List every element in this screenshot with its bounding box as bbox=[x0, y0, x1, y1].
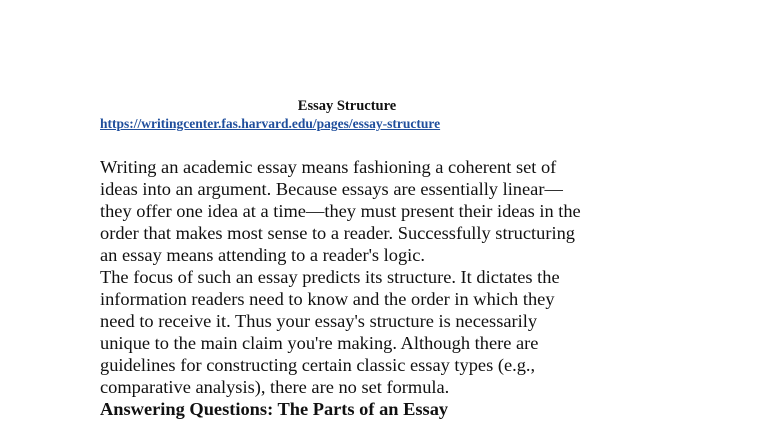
document-title: Essay Structure bbox=[297, 98, 397, 114]
paragraph-intro: Writing an academic essay means fashioning a coherent set of ideas into an argument. Because essays are essentially linear—they offer one idea at a time—they must present their ideas in the order that makes most sense to a reader. Successfully structuring an essay means attending to a reader's logic. bbox=[100, 157, 581, 265]
section-heading: Answering Questions: The Parts of an Essay bbox=[100, 399, 449, 419]
source-link[interactable]: https://writingcenter.fas.harvard.edu/pages/essay-structure bbox=[100, 116, 441, 131]
paragraph-focus: The focus of such an essay predicts its structure. It dictates the information readers need to know and the order in which they need to receive it. Thus your essay's structure is necessarily unique to the main claim you're making. Although there are guidelines for constructing certain classic essay types (e.g., comparative analysis), there are no set formula. bbox=[100, 267, 560, 397]
document-body bbox=[100, 156, 590, 420]
